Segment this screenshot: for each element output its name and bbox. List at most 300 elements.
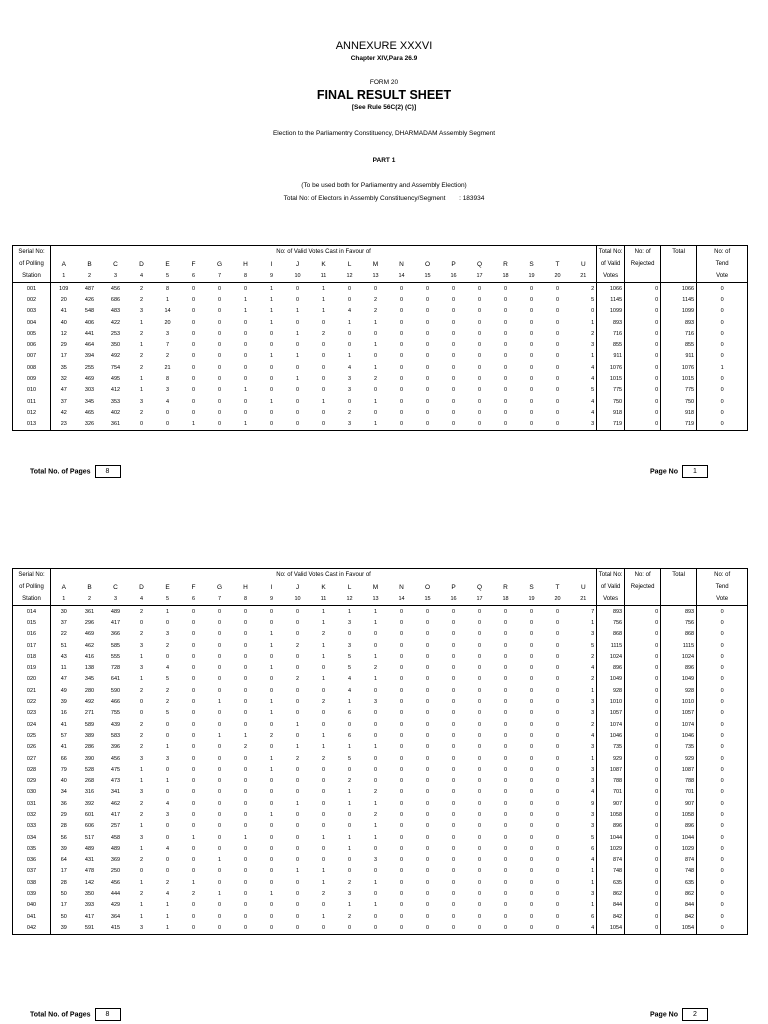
vote-cell: 0 (451, 766, 456, 773)
vote-cell: 0 (451, 823, 456, 830)
vote-cell: 0 (243, 721, 248, 728)
vote-cell: 1 (217, 857, 222, 864)
vote-cell: 0 (285, 922, 311, 934)
vote-cell: 1 (321, 653, 326, 660)
vote-cell: 0 (321, 845, 326, 852)
vote-cell: 0 (425, 699, 430, 706)
vote-cell: 0 (477, 665, 482, 672)
valid-votes-cell: 842 (597, 911, 625, 922)
vote-cell: 0 (217, 619, 222, 626)
vote-cell: 0 (347, 631, 352, 638)
total-cell: 874 (661, 855, 697, 866)
vote-cell: 4 (165, 800, 170, 807)
vote-cell: 0 (503, 811, 508, 818)
vote-cell: 0 (295, 364, 300, 371)
rejected-cell: 0 (625, 317, 661, 328)
tend-vote-cell: 1 (697, 362, 748, 373)
vote-cell: 589 (84, 721, 95, 728)
vote-cell: 1 (321, 642, 326, 649)
rejected-cell: 0 (625, 832, 661, 843)
vote-cell: 0 (519, 922, 545, 934)
vote-cell: 0 (451, 755, 456, 762)
vote-cell: 0 (373, 732, 378, 739)
rejected-header: Rejected (625, 258, 661, 270)
vote-cell: 0 (217, 710, 222, 717)
vote-cell: 0 (529, 387, 534, 394)
vote-cell: 0 (243, 319, 248, 326)
vote-cell: 2 (321, 699, 326, 706)
total-cell: 635 (661, 877, 697, 888)
vote-cell: 2 (139, 721, 144, 728)
vote-cell: 1 (295, 744, 300, 751)
vote-cell: 4 (347, 687, 352, 694)
vote-cell: 22 (51, 629, 77, 640)
total-header (661, 270, 697, 283)
vote-cell: 268 (84, 778, 95, 785)
candidate-number: 3 (103, 593, 129, 606)
vote-cell: 2 (591, 676, 595, 683)
vote-cell: 0 (451, 398, 456, 405)
vote-cell: 0 (477, 619, 482, 626)
vote-cell: 1 (269, 891, 274, 898)
vote-cell: 492 (84, 699, 95, 706)
vote-cell: 0 (425, 834, 430, 841)
vote-cell: 0 (477, 744, 482, 751)
vote-cell: 0 (217, 296, 222, 303)
vote-cell: 0 (217, 330, 222, 337)
table-row (13, 866, 748, 877)
candidate-letter: J (295, 260, 300, 268)
table-row (13, 922, 748, 934)
station-cell: 024 (13, 719, 51, 730)
total-cell: 719 (661, 419, 697, 431)
valid-votes-cell: 868 (597, 629, 625, 640)
vote-cell: 0 (555, 879, 560, 886)
rejected-cell: 0 (625, 339, 661, 350)
vote-cell: 0 (399, 732, 404, 739)
candidate-letter: S (529, 583, 534, 591)
vote-cell: 0 (477, 342, 482, 349)
vote-cell: 3 (165, 631, 170, 638)
vote-cell: 3 (347, 387, 352, 394)
total-cell: 1145 (661, 294, 697, 305)
rejected-cell: 0 (625, 606, 661, 618)
vote-cell: 0 (555, 619, 560, 626)
candidate-letter: U (580, 583, 586, 591)
candidate-letter: E (165, 260, 170, 268)
tend-vote-header: No: of (697, 246, 748, 259)
vote-cell: 0 (425, 376, 430, 383)
vote-cell: 0 (477, 409, 482, 416)
vote-cell: 0 (425, 631, 430, 638)
station-cell: 007 (13, 351, 51, 362)
vote-cell: 0 (373, 710, 378, 717)
vote-cell: 2 (191, 891, 196, 898)
vote-cell: 0 (555, 342, 560, 349)
vote-cell: 0 (425, 721, 430, 728)
vote-cell: 8 (165, 285, 170, 292)
vote-cell: 422 (110, 319, 121, 326)
vote-cell: 2 (321, 330, 326, 337)
valid-votes-cell: 893 (597, 317, 625, 328)
vote-cell: 3 (347, 642, 352, 649)
vote-cell: 0 (477, 823, 482, 830)
candidate-number: 10 (285, 593, 311, 606)
vote-cell: 4 (591, 409, 595, 416)
vote-cell: 394 (84, 353, 95, 360)
page-no-box: 2 (682, 1008, 708, 1021)
total-header: Total (661, 569, 697, 582)
vote-cell: 37 (51, 617, 77, 628)
vote-cell: 316 (84, 789, 95, 796)
vote-cell: 0 (555, 353, 560, 360)
vote-cell: 361 (84, 608, 95, 615)
vote-cell: 1 (139, 376, 144, 383)
vote-cell: 0 (295, 342, 300, 349)
total-cell: 1076 (661, 362, 697, 373)
vote-cell: 3 (591, 823, 595, 830)
vote-cell: 0 (295, 766, 300, 773)
vote-cell: 0 (321, 811, 326, 818)
candidate-number: 9 (259, 270, 285, 283)
table-row (13, 629, 748, 640)
vote-cell: 0 (529, 766, 534, 773)
vote-cell: 1 (165, 608, 170, 615)
candidate-letter: J (295, 583, 300, 591)
vote-cell: 20 (164, 319, 171, 326)
tend-vote-header: No: of (697, 569, 748, 582)
vote-cell: 0 (243, 868, 248, 875)
vote-cell: 0 (529, 409, 534, 416)
vote-cell: 0 (399, 800, 404, 807)
vote-cell: 0 (529, 285, 534, 292)
vote-cell: 0 (295, 710, 300, 717)
vote-cell: 0 (243, 409, 248, 416)
vote-cell: 0 (165, 766, 170, 773)
vote-cell: 0 (191, 353, 196, 360)
tend-vote-cell: 0 (697, 396, 748, 407)
vote-cell: 0 (295, 891, 300, 898)
tend-vote-cell: 0 (697, 685, 748, 696)
vote-cell: 30 (51, 606, 77, 618)
vote-cell: 0 (399, 868, 404, 875)
vote-cell: 41 (51, 306, 77, 317)
candidate-letter: R (503, 583, 508, 591)
vote-cell: 0 (165, 653, 170, 660)
vote-cell: 0 (425, 676, 430, 683)
vote-cell: 0 (529, 364, 534, 371)
table-row (13, 730, 748, 741)
tend-vote-cell: 0 (697, 351, 748, 362)
vote-cell: 3 (129, 922, 155, 934)
candidate-letter: I (270, 583, 273, 591)
usage-note: (To be used both for Parliamentry and Assembly Election) (301, 182, 467, 189)
electors-value: : 183934 (459, 195, 485, 202)
vote-cell: 1 (321, 608, 326, 615)
tend-vote-cell: 0 (697, 651, 748, 662)
vote-cell: 0 (321, 789, 326, 796)
candidate-letter: E (165, 583, 170, 591)
vote-cell: 2 (139, 800, 144, 807)
vote-cell: 0 (243, 811, 248, 818)
vote-cell: 0 (503, 744, 508, 751)
table-row (13, 719, 748, 730)
vote-cell: 0 (451, 330, 456, 337)
vote-cell: 0 (295, 913, 300, 920)
vote-cell: 0 (529, 755, 534, 762)
vote-cell: 0 (217, 308, 222, 315)
vote-cell: 0 (503, 778, 508, 785)
valid-votes-cell: 788 (597, 775, 625, 786)
vote-cell: 39 (51, 696, 77, 707)
candidate-number: 12 (337, 270, 363, 283)
vote-cell: 0 (243, 699, 248, 706)
candidate-number: 11 (311, 270, 337, 283)
candidate-letter: A (51, 258, 77, 270)
total-cell: 1099 (661, 306, 697, 317)
vote-cell: 0 (363, 922, 389, 934)
vote-cell: 0 (295, 902, 300, 909)
vote-cell: 0 (399, 913, 404, 920)
vote-cell: 3 (139, 665, 144, 672)
tend-vote-cell: 0 (697, 317, 748, 328)
vote-cell: 5 (591, 834, 595, 841)
vote-cell: 0 (295, 699, 300, 706)
total-cell: 928 (661, 685, 697, 696)
table-row (13, 328, 748, 339)
total-cell: 1066 (661, 283, 697, 295)
vote-cell: 1 (295, 376, 300, 383)
form-number: FORM 20 (369, 79, 399, 86)
vote-cell: 0 (373, 721, 378, 728)
candidate-letter: P (451, 583, 456, 591)
vote-cell: 49 (51, 685, 77, 696)
rejected-cell: 0 (625, 742, 661, 753)
total-pages-footer (30, 1008, 121, 1021)
vote-cell: 366 (110, 631, 121, 638)
vote-cell: 0 (259, 419, 285, 431)
vote-cell: 0 (191, 845, 196, 852)
vote-cell: 489 (84, 845, 95, 852)
vote-cell: 0 (373, 913, 378, 920)
vote-cell: 0 (373, 778, 378, 785)
table-row (13, 900, 748, 911)
vote-cell: 3 (591, 766, 595, 773)
vote-cell: 2 (373, 665, 378, 672)
vote-cell: 0 (529, 800, 534, 807)
vote-cell: 458 (110, 834, 121, 841)
vote-cell: 406 (84, 319, 95, 326)
vote-cell: 0 (555, 330, 560, 337)
rejected-cell: 0 (625, 764, 661, 775)
vote-cell: 0 (555, 285, 560, 292)
rule-reference: [See Rule 56C(2) (C)] (351, 104, 417, 111)
vote-cell: 0 (243, 913, 248, 920)
vote-cell: 2 (591, 721, 595, 728)
vote-cell: 3 (165, 330, 170, 337)
vote-cell: 3 (139, 755, 144, 762)
vote-cell: 0 (373, 755, 378, 762)
vote-cell: 2 (165, 879, 170, 886)
vote-cell: 1 (295, 800, 300, 807)
vote-cell: 1 (347, 834, 352, 841)
vote-cell: 548 (84, 308, 95, 315)
vote-cell: 6 (591, 913, 595, 920)
vote-cell: 0 (269, 834, 274, 841)
vote-cell: 41 (51, 719, 77, 730)
valid-votes-cell: 750 (597, 396, 625, 407)
vote-cell: 0 (217, 387, 222, 394)
vote-cell: 0 (217, 721, 222, 728)
valid-votes-cell: 1087 (597, 764, 625, 775)
valid-votes-header: Total No: (597, 246, 625, 259)
vote-cell: 0 (347, 823, 352, 830)
vote-cell: 0 (529, 642, 534, 649)
rejected-cell: 0 (625, 407, 661, 418)
vote-cell: 0 (191, 902, 196, 909)
vote-cell: 0 (555, 902, 560, 909)
vote-cell: 0 (477, 834, 482, 841)
vote-cell: 0 (555, 642, 560, 649)
vote-cell: 0 (451, 376, 456, 383)
serial-header: Station (13, 593, 51, 606)
vote-cell: 16 (51, 708, 77, 719)
vote-cell: 0 (191, 913, 196, 920)
vote-cell: 0 (399, 857, 404, 864)
vote-cell: 2 (347, 913, 352, 920)
vote-cell: 0 (529, 653, 534, 660)
vote-cell: 1 (373, 319, 378, 326)
vote-cell: 0 (477, 845, 482, 852)
vote-cell: 1 (321, 285, 326, 292)
vote-cell: 0 (269, 364, 274, 371)
vote-cell: 0 (451, 834, 456, 841)
vote-cell: 0 (373, 631, 378, 638)
vote-cell: 0 (425, 891, 430, 898)
vote-cell: 257 (110, 823, 121, 830)
table-row (13, 798, 748, 809)
vote-cell: 1 (233, 419, 259, 431)
vote-cell: 0 (425, 409, 430, 416)
vote-cell: 2 (591, 330, 595, 337)
vote-cell: 1 (295, 330, 300, 337)
vote-cell: 0 (191, 387, 196, 394)
vote-cell: 456 (110, 879, 121, 886)
vote-cell: 0 (399, 811, 404, 818)
vote-cell: 0 (529, 834, 534, 841)
vote-cell: 5 (591, 387, 595, 394)
vote-cell: 3 (373, 857, 378, 864)
vote-cell: 1 (243, 296, 248, 303)
rejected-cell: 0 (625, 708, 661, 719)
station-cell: 020 (13, 674, 51, 685)
vote-cell: 0 (373, 642, 378, 649)
vote-cell: 6 (347, 710, 352, 717)
valid-votes-cell: 928 (597, 685, 625, 696)
total-cell: 775 (661, 385, 697, 396)
vote-cell: 2 (165, 699, 170, 706)
vote-cell: 495 (110, 376, 121, 383)
candidate-number: 16 (441, 270, 467, 283)
vote-cell: 1 (139, 778, 144, 785)
vote-cell: 0 (191, 857, 196, 864)
vote-cell: 0 (311, 922, 337, 934)
vote-cell: 0 (269, 879, 274, 886)
vote-cell: 0 (529, 732, 534, 739)
vote-cell: 393 (84, 902, 95, 909)
vote-cell: 0 (243, 687, 248, 694)
tend-vote-header: Tend (697, 581, 748, 593)
station-cell: 010 (13, 385, 51, 396)
vote-cell: 0 (503, 710, 508, 717)
tend-vote-cell: 0 (697, 407, 748, 418)
rejected-cell: 0 (625, 911, 661, 922)
total-cell: 1074 (661, 719, 697, 730)
station-cell: 030 (13, 787, 51, 798)
vote-cell: 0 (425, 364, 430, 371)
vote-cell: 4 (347, 308, 352, 315)
vote-cell: 1 (591, 879, 595, 886)
vote-cell: 0 (399, 296, 404, 303)
vote-cell: 0 (477, 721, 482, 728)
vote-cell: 0 (555, 744, 560, 751)
candidate-number: 14 (389, 593, 415, 606)
total-cell: 844 (661, 900, 697, 911)
vote-cell: 0 (295, 608, 300, 615)
candidate-letter: G (216, 260, 223, 268)
vote-cell: 0 (399, 619, 404, 626)
vote-cell: 40 (51, 775, 77, 786)
vote-cell: 0 (451, 608, 456, 615)
total-header (661, 581, 697, 593)
vote-cell: 1 (191, 834, 196, 841)
vote-cell: 0 (451, 789, 456, 796)
vote-cell: 37 (51, 396, 77, 407)
valid-votes-header: Total No: (597, 569, 625, 582)
vote-cell: 441 (84, 330, 95, 337)
table-row (13, 775, 748, 786)
valid-votes-cell: 862 (597, 888, 625, 899)
vote-cell: 0 (191, 308, 196, 315)
table-row (13, 651, 748, 662)
station-cell: 042 (13, 922, 51, 934)
vote-cell: 0 (545, 419, 571, 431)
vote-cell: 0 (191, 823, 196, 830)
vote-cell: 469 (84, 631, 95, 638)
station-cell: 016 (13, 629, 51, 640)
vote-cell: 0 (191, 687, 196, 694)
vote-cell: 0 (529, 868, 534, 875)
vote-cell: 0 (425, 387, 430, 394)
vote-cell: 3 (139, 308, 144, 315)
vote-cell: 1 (591, 868, 595, 875)
vote-cell: 0 (451, 296, 456, 303)
vote-cell: 0 (477, 868, 482, 875)
vote-cell: 0 (529, 319, 534, 326)
vote-cell: 0 (503, 913, 508, 920)
valid-votes-cell: 896 (597, 821, 625, 832)
vote-cell: 0 (243, 631, 248, 638)
table-row (13, 317, 748, 328)
vote-cell: 0 (503, 789, 508, 796)
valid-votes-cell: 1115 (597, 640, 625, 651)
vote-cell: 0 (503, 353, 508, 360)
vote-cell: 28 (51, 821, 77, 832)
vote-cell: 0 (555, 653, 560, 660)
vote-cell: 0 (503, 608, 508, 615)
vote-cell: 0 (477, 387, 482, 394)
valid-votes-cell: 1044 (597, 832, 625, 843)
